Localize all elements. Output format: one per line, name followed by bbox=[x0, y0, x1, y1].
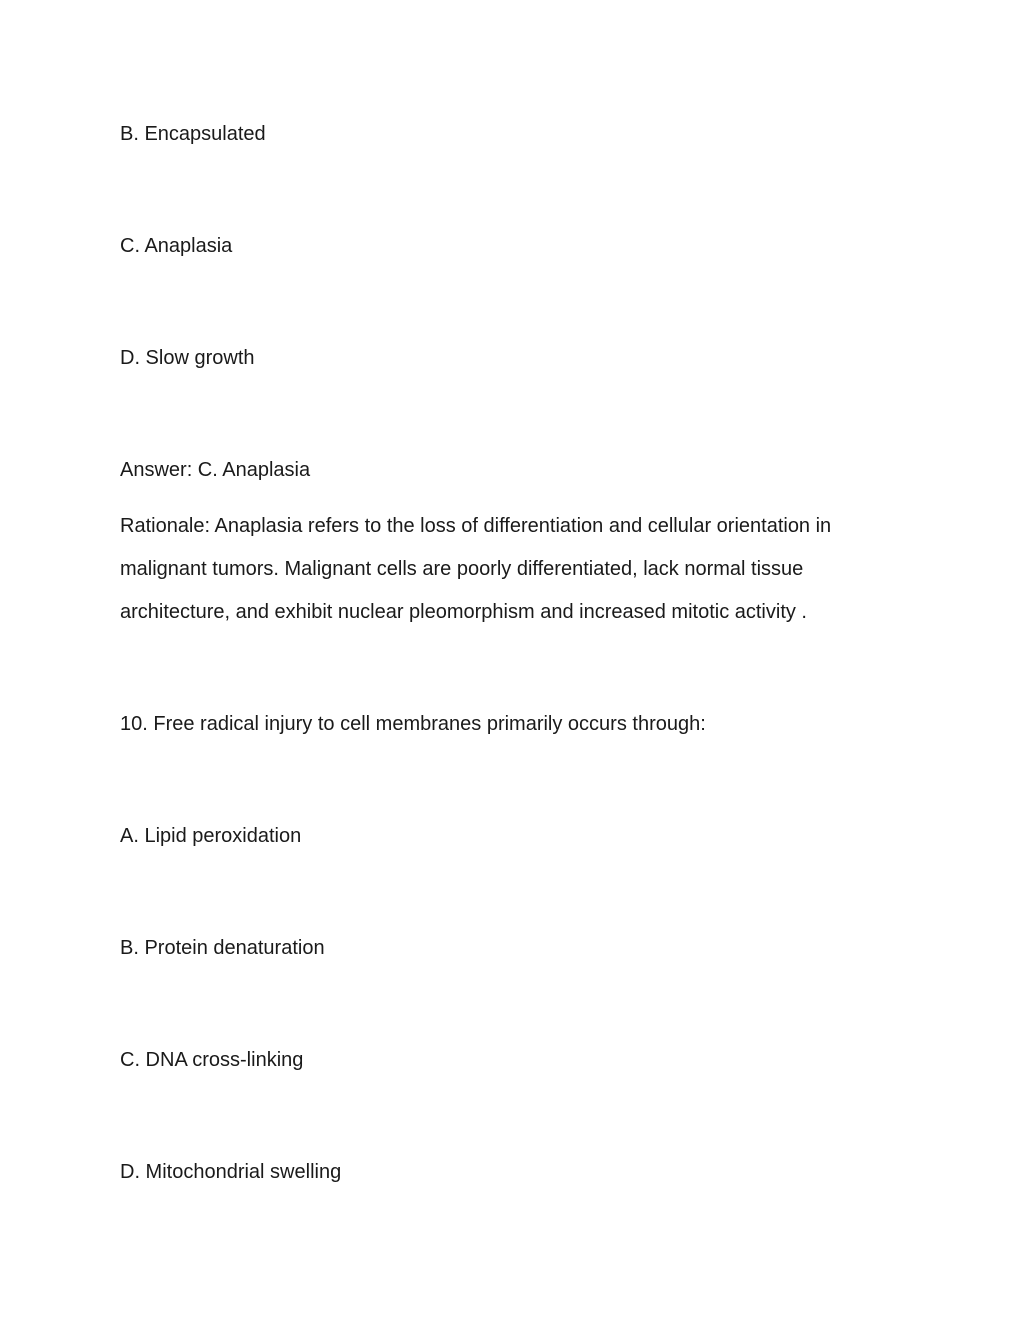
q10-option-b: B. Protein denaturation bbox=[120, 937, 325, 959]
q9-option-d: D. Slow growth bbox=[120, 347, 255, 369]
q9-rationale bbox=[120, 505, 910, 634]
q10-option-a: A. Lipid peroxidation bbox=[120, 825, 302, 847]
q9-rationale-line-1: Rationale: Anaplasia refers to the loss of differentiation and cellular orientation in bbox=[120, 515, 832, 537]
q9-answer: Answer: C. Anaplasia bbox=[120, 459, 311, 481]
q10-question: 10. Free radical injury to cell membranes primarily occurs through: bbox=[120, 713, 706, 735]
q9-option-b: B. Encapsulated bbox=[120, 123, 266, 145]
q9-rationale-line-2: malignant tumors. Malignant cells are poorly differentiated, lack normal tissue bbox=[120, 558, 804, 580]
q10-option-c: C. DNA cross-linking bbox=[120, 1049, 304, 1071]
q10-option-d: D. Mitochondrial swelling bbox=[120, 1161, 342, 1183]
q9-option-c: C. Anaplasia bbox=[120, 235, 233, 257]
q9-rationale-line-3: architecture, and exhibit nuclear pleomorphism and increased mitotic activity . bbox=[120, 601, 807, 623]
